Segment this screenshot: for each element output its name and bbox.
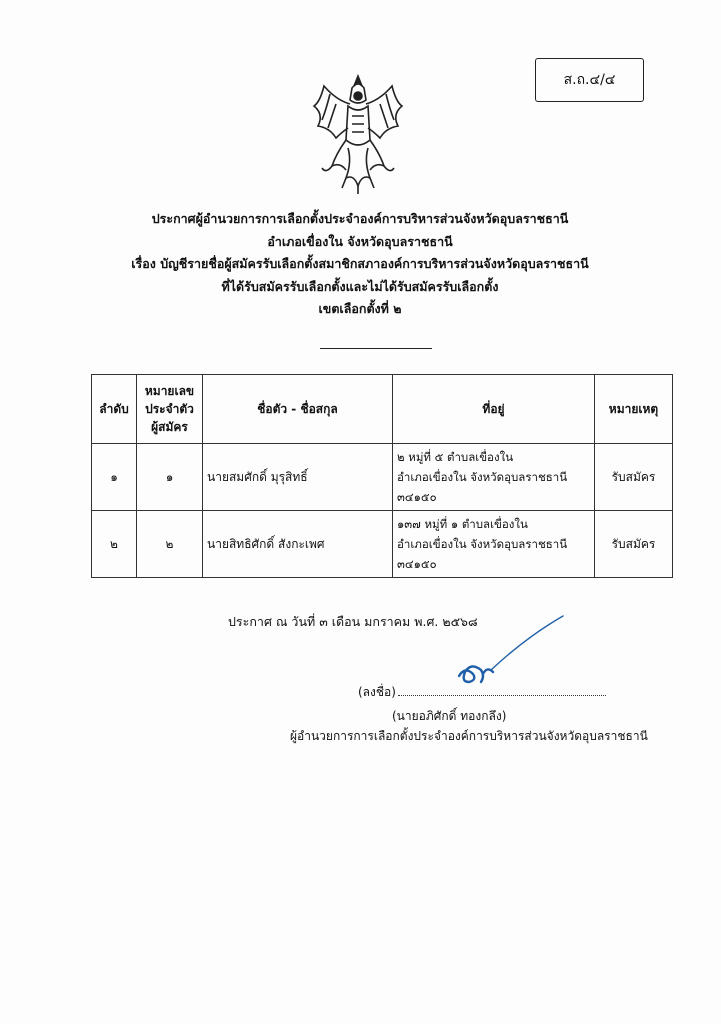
heading-line-4: ที่ได้รับสมัครรับเลือกตั้งและไม่ได้รับสมัครรับเลือกตั้ง [221, 278, 499, 294]
address-line-1: ๑๓๗ หมู่ที่ ๑ ตำบลเขื่องใน [397, 517, 528, 531]
header-number-line-3: ผู้สมัคร [151, 420, 188, 434]
cell-name: นายสมศักดิ์ มุรุสิทธิ์ [203, 444, 393, 511]
heading-divider [320, 348, 432, 349]
cell-order: ๑ [92, 444, 137, 511]
heading-line-2: อำเภอเขื่องใน จังหวัดอุบลราชธานี [267, 233, 453, 249]
header-remark: หมายเหตุ [595, 375, 673, 444]
cell-number: ๒ [137, 511, 203, 578]
cell-address [393, 511, 595, 578]
signature-label: (ลงชื่อ) [358, 685, 396, 699]
heading-line-3: เรื่อง บัญชีรายชื่อผู้สมัครรับเลือกตั้งสมาชิกสภาองค์การบริหารส่วนจังหวัดอุบลราชธานี [131, 256, 589, 271]
address-line-3: ๓๔๑๕๐ [397, 490, 437, 504]
table-row [92, 444, 673, 511]
cell-number: ๑ [137, 444, 203, 511]
header-number-line-1: หมายเลข [144, 384, 195, 398]
document-heading [60, 208, 660, 321]
form-code-box: ส.ถ.๔/๔ [535, 58, 644, 102]
garuda-emblem-icon [296, 70, 420, 198]
signature-line [358, 683, 606, 702]
address-line-3: ๓๔๑๕๐ [397, 557, 437, 571]
cell-address [393, 444, 595, 511]
header-name: ชื่อตัว - ชื่อสกุล [203, 375, 393, 444]
cell-order: ๒ [92, 511, 137, 578]
heading-line-1: ประกาศผู้อำนวยการการเลือกตั้งประจำองค์การบริหารส่วนจังหวัดอุบลราชธานี [151, 211, 569, 226]
address-line-2: อำเภอเขื่องใน จังหวัดอุบลราชธานี [397, 537, 568, 551]
signer-position: ผู้อำนวยการการเลือกตั้งประจำองค์การบริหารส่วนจังหวัดอุบลราชธานี [290, 729, 648, 743]
cell-name: นายสิทธิศักดิ์ สังกะเพศ [203, 511, 393, 578]
announce-date: ประกาศ ณ วันที่ ๓ เดือน มกราคม พ.ศ. ๒๕๖๘ [228, 614, 478, 629]
header-number-line-2: ประจำตัว [145, 402, 194, 416]
address-line-1: ๒ หมู่ที่ ๕ ตำบลเขื่องใน [397, 450, 514, 464]
header-order: ลำดับ [92, 375, 137, 444]
cell-remark: รับสมัคร [595, 444, 673, 511]
address-line-2: อำเภอเขื่องใน จังหวัดอุบลราชธานี [397, 470, 568, 484]
cell-remark: รับสมัคร [595, 511, 673, 578]
handwritten-signature [455, 610, 575, 690]
header-number [137, 375, 203, 444]
heading-line-5: เขตเลือกตั้งที่ ๒ [318, 301, 402, 316]
candidate-table [91, 374, 673, 578]
signature-dotted-line [398, 685, 606, 696]
table-row [92, 511, 673, 578]
table-header-row [92, 375, 673, 444]
signer-name: (นายอภิศักดิ์ ทองกลึง) [392, 709, 507, 723]
header-address: ที่อยู่ [393, 375, 595, 444]
